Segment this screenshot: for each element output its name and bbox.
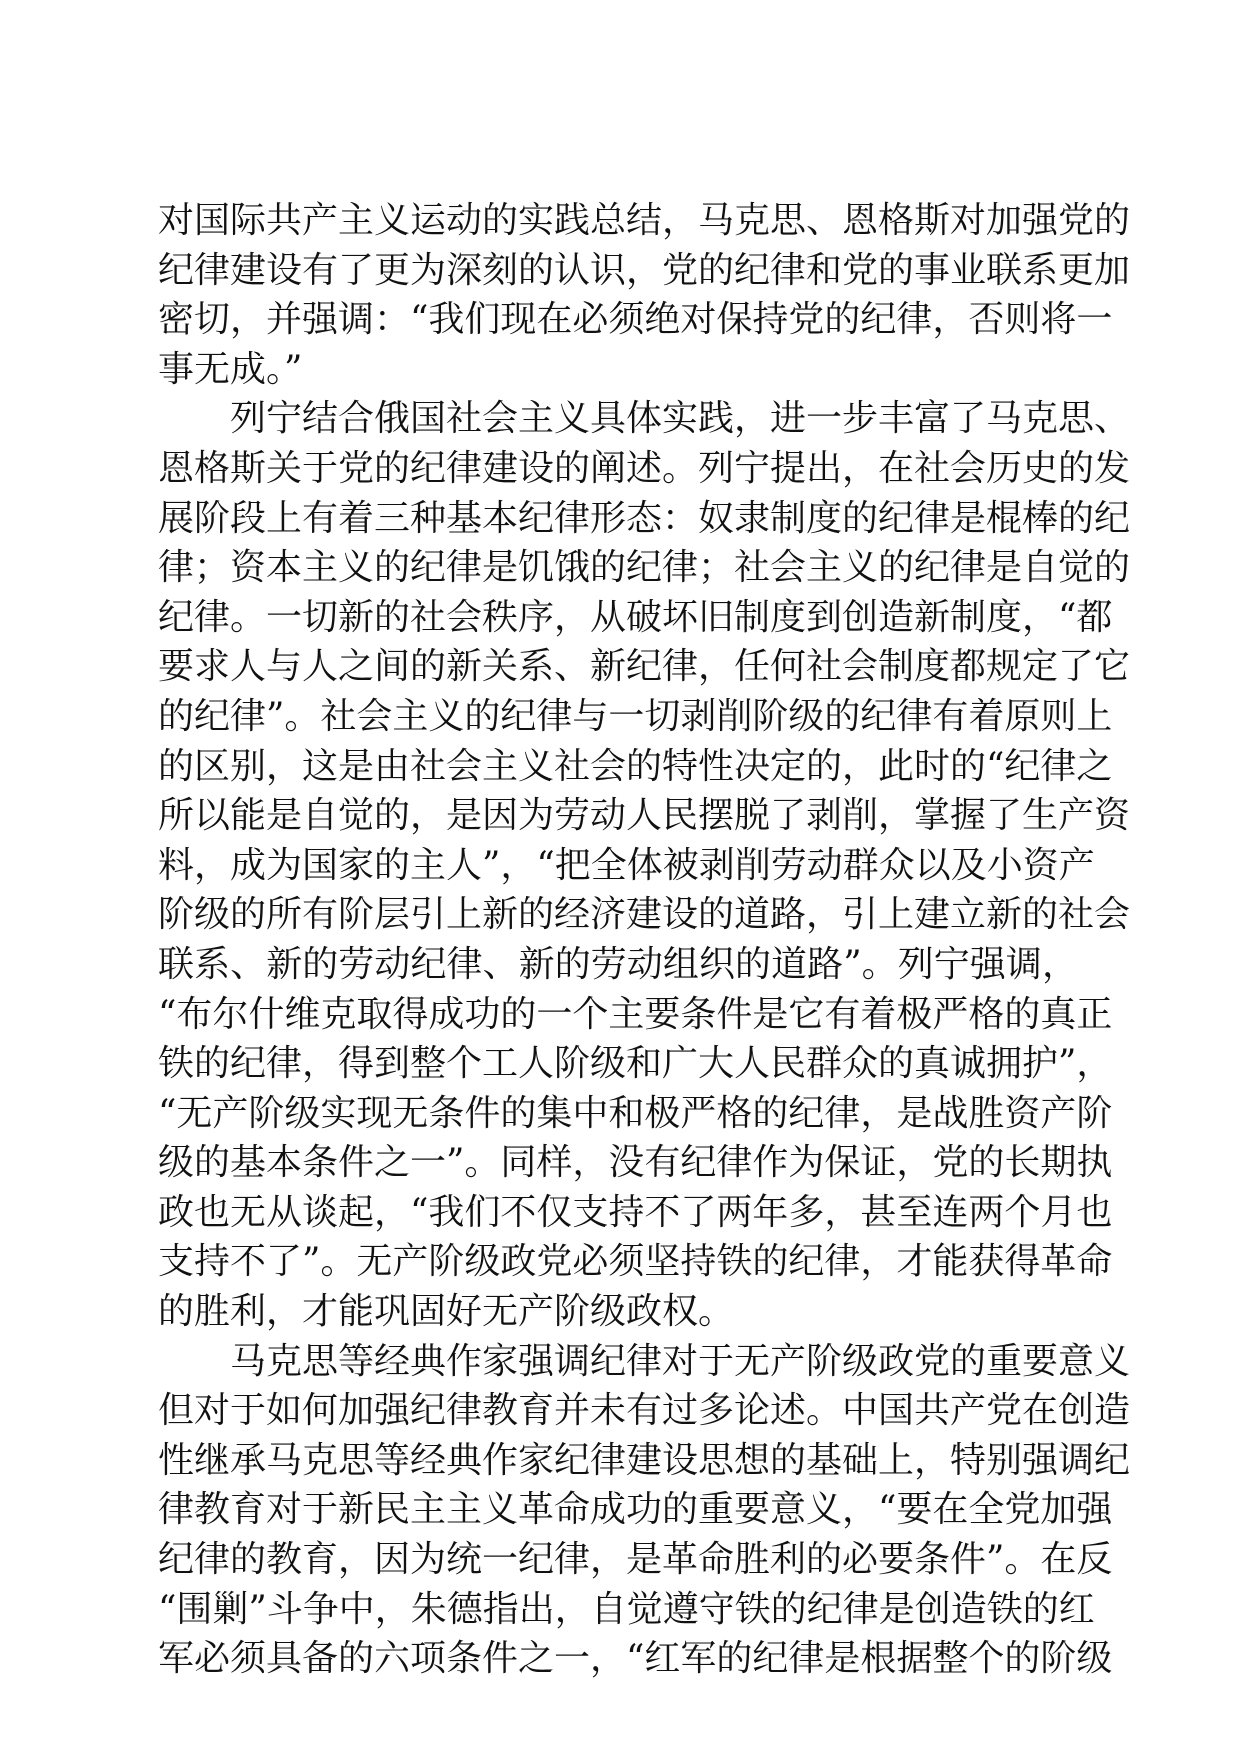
text-line: 阶级的所有阶层引上新的经济建设的道路，引上建立新的社会 bbox=[158, 894, 1131, 936]
body-text bbox=[158, 196, 1131, 1684]
text-line: “围剿”斗争中，朱德指出，自觉遵守铁的纪律是创造铁的红 bbox=[158, 1588, 1095, 1630]
text-line: 但对于如何加强纪律教育并未有过多论述。中国共产党在创造 bbox=[158, 1390, 1131, 1432]
text-line: 展阶段上有着三种基本纪律形态：奴隶制度的纪律是棍棒的纪 bbox=[158, 497, 1131, 539]
text-line: 要求人与人之间的新关系、新纪律，任何社会制度都规定了它 bbox=[158, 646, 1131, 688]
text-line: 恩格斯关于党的纪律建设的阐述。列宁提出，在社会历史的发 bbox=[158, 447, 1131, 489]
paragraph-1 bbox=[158, 196, 1131, 394]
text-line: 事无成。” bbox=[158, 348, 303, 390]
text-line: 纪律。一切新的社会秩序，从破坏旧制度到创造新制度，“都 bbox=[158, 596, 1113, 638]
text-line: 纪律的教育，因为统一纪律，是革命胜利的必要条件”。在反 bbox=[158, 1539, 1113, 1581]
text-line: 马克思等经典作家强调纪律对于无产阶级政党的重要意义 bbox=[230, 1340, 1131, 1382]
text-line: 政也无从谈起，“我们不仅支持不了两年多，甚至连两个月也 bbox=[158, 1191, 1113, 1233]
text-line: “布尔什维克取得成功的一个主要条件是它有着极严格的真正 bbox=[158, 993, 1113, 1035]
text-line: 对国际共产主义运动的实践总结，马克思、恩格斯对加强党的 bbox=[158, 200, 1131, 241]
text-line: “无产阶级实现无条件的集中和极严格的纪律，是战胜资产阶 bbox=[158, 1092, 1113, 1134]
text-line: 料，成为国家的主人”，“把全体被剥削劳动群众以及小资产 bbox=[158, 844, 1095, 886]
text-line: 级的基本条件之一”。同样，没有纪律作为保证，党的长期执 bbox=[158, 1142, 1113, 1184]
paragraph-3 bbox=[158, 1337, 1131, 1684]
text-line: 军必须具备的六项条件之一，“红军的纪律是根据整个的阶级 bbox=[158, 1638, 1113, 1680]
text-line: 铁的纪律，得到整个工人阶级和广大人民群众的真诚拥护”， bbox=[158, 1043, 1113, 1085]
text-line: 律教育对于新民主主义革命成功的重要意义，“要在全党加强 bbox=[158, 1489, 1113, 1531]
text-line: 列宁结合俄国社会主义具体实践，进一步丰富了马克思、 bbox=[230, 398, 1131, 440]
text-line: 的纪律”。社会主义的纪律与一切剥削阶级的纪律有着原则上 bbox=[158, 695, 1113, 737]
text-line: 的区别，这是由社会主义社会的特性决定的，此时的“纪律之 bbox=[158, 745, 1113, 787]
text-line: 支持不了”。无产阶级政党必须坚持铁的纪律，才能获得革命 bbox=[158, 1241, 1113, 1283]
text-line: 性继承马克思等经典作家纪律建设思想的基础上，特别强调纪 bbox=[158, 1439, 1131, 1481]
paragraph-2 bbox=[158, 394, 1131, 1336]
text-line: 的胜利，才能巩固好无产阶级政权。 bbox=[158, 1291, 735, 1333]
text-line: 律；资本主义的纪律是饥饿的纪律；社会主义的纪律是自觉的 bbox=[158, 547, 1131, 589]
text-line: 联系、新的劳动纪律、新的劳动组织的道路”。列宁强调， bbox=[158, 943, 1078, 985]
text-line: 纪律建设有了更为深刻的认识，党的纪律和党的事业联系更加 bbox=[158, 249, 1131, 291]
text-line: 所以能是自觉的，是因为劳动人民摆脱了剥削，掌握了生产资 bbox=[158, 795, 1131, 837]
text-line: 密切，并强调：“我们现在必须绝对保持党的纪律，否则将一 bbox=[158, 299, 1113, 341]
